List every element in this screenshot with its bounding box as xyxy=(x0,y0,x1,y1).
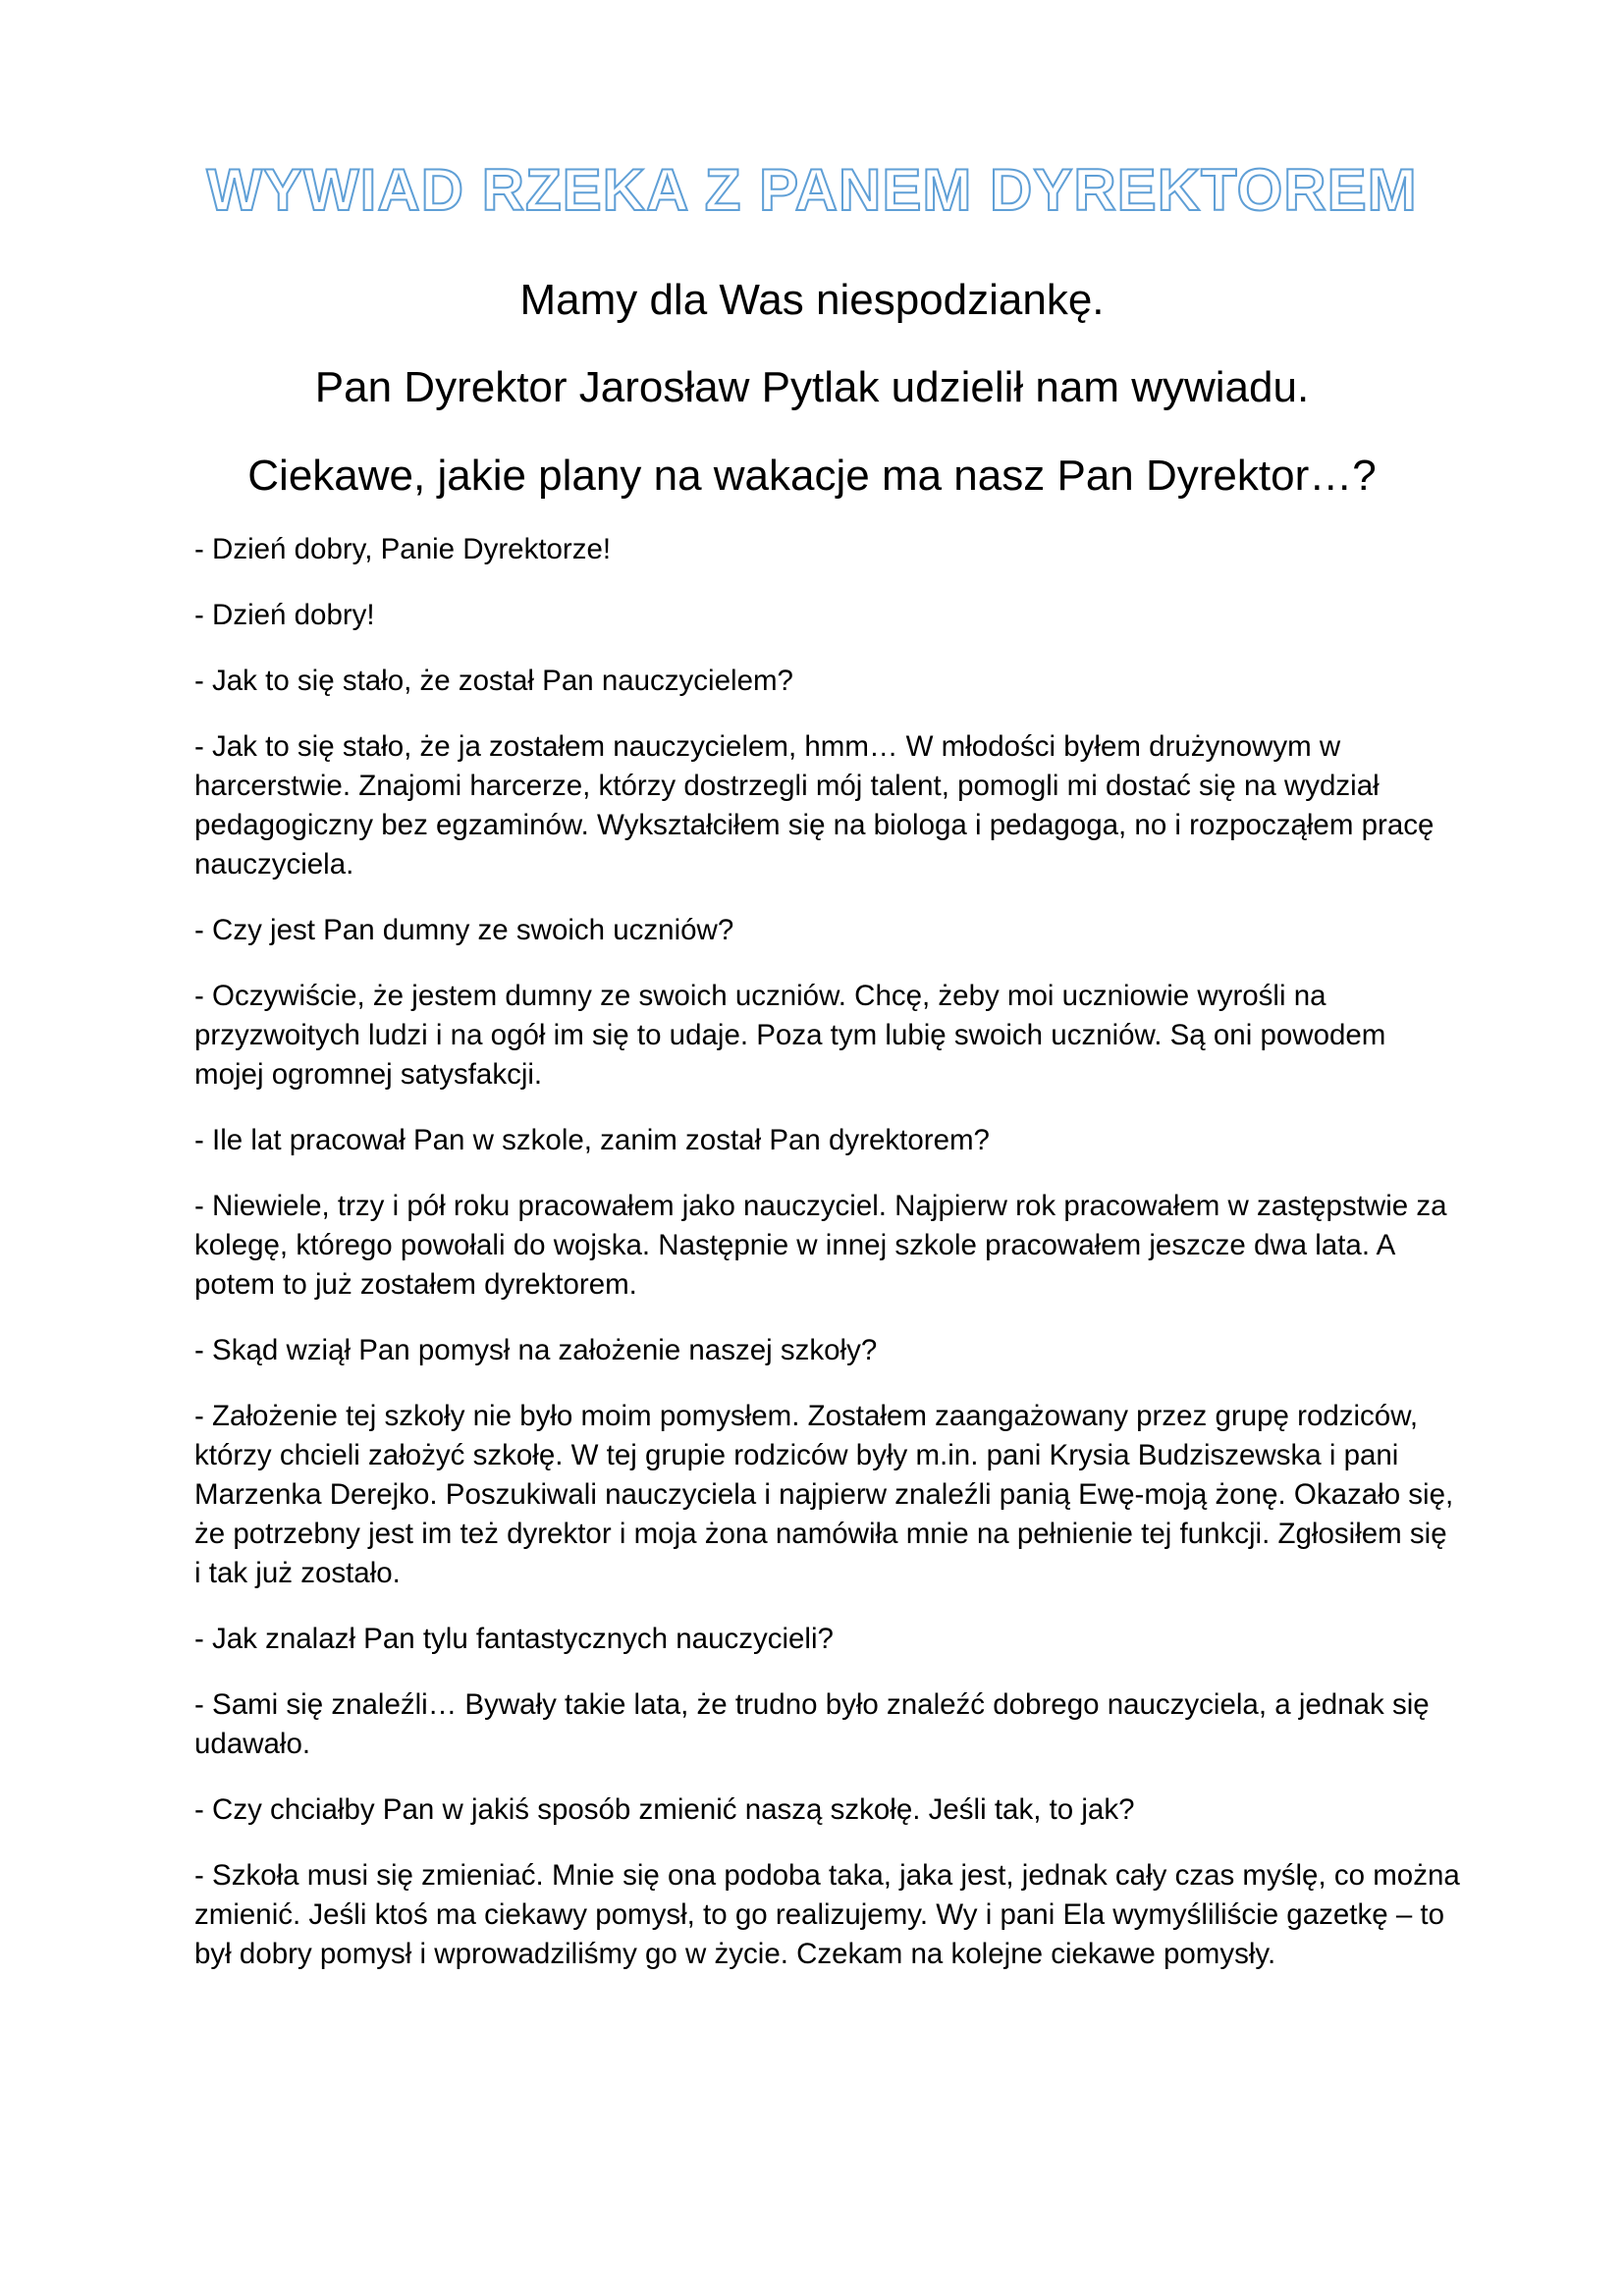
question-paragraph: - Jak znalazł Pan tylu fantastycznych nauczycieli? xyxy=(194,1623,834,1655)
answer-paragraph: - Oczywiście, że jestem dumny ze swoich uczniów. Chcę, żeby moi uczniowie wyrośli na przyzwoitych ludzi i na ogół im się to udaje. Poza tym lubię swoich uczniów. Są oni powodem mojej ogromnej satysfakcji. xyxy=(194,980,1386,1091)
question-paragraph: - Skąd wziął Pan pomysł na założenie naszej szkoły? xyxy=(194,1334,878,1366)
intro-line-1: Mamy dla Was niespodziankę. xyxy=(519,276,1105,324)
question-paragraph: - Czy chciałby Pan w jakiś sposób zmienić naszą szkołę. Jeśli tak, to jak? xyxy=(194,1793,1135,1826)
answer-paragraph: - Dzień dobry! xyxy=(194,599,375,631)
question-paragraph: - Jak to się stało, że został Pan nauczycielem? xyxy=(194,665,793,697)
question-paragraph: - Ile lat pracował Pan w szkole, zanim został Pan dyrektorem? xyxy=(194,1124,990,1156)
question-paragraph: - Czy jest Pan dumny ze swoich uczniów? xyxy=(194,914,734,946)
interview-body xyxy=(194,530,1461,2001)
intro-line-3: Ciekawe, jakie plany na wakacje ma nasz Pan Dyrektor…? xyxy=(247,452,1377,500)
intro-line-2: Pan Dyrektor Jarosław Pytlak udzielił nam wywiadu. xyxy=(314,363,1310,411)
answer-paragraph: - Założenie tej szkoły nie było moim pomysłem. Zostałem zaangażowany przez grupę rodziców, którzy chcieli założyć szkołę. W tej grupie rodziców były m.in. pani Krysia Budziszewska i pani Marzenka Derejko. Poszukiwali nauczyciela i najpierw znaleźli panią Ewę-moją żonę. Okazało się, że potrzebny jest im też dyrektor i moja żona namówiła mnie na pełnienie tej funkcji. Zgłosiłem się i tak już zostało. xyxy=(194,1400,1454,1589)
question-paragraph: - Dzień dobry, Panie Dyrektorze! xyxy=(194,533,612,565)
answer-paragraph: - Szkoła musi się zmieniać. Mnie się ona podoba taka, jaka jest, jednak cały czas myślę, co można zmienić. Jeśli ktoś ma ciekawy pomysł, to go realizujemy. Wy i pani Ela wymyśliliście gazetkę – to był dobry pomysł i wprowadziliśmy go w życie. Czekam na kolejne ciekawe pomysły. xyxy=(194,1859,1460,1970)
answer-paragraph: - Sami się znaleźli… Bywały takie lata, że trudno było znaleźć dobrego nauczyciela, a jednak się udawało. xyxy=(194,1688,1430,1760)
document-title: WYWIAD RZEKA Z PANEM DYREKTOREM xyxy=(206,157,1418,223)
answer-paragraph: - Niewiele, trzy i pół roku pracowałem jako nauczyciel. Najpierw rok pracowałem w zastępstwie za kolegę, którego powołali do wojska. Następnie w innej szkole pracowałem jeszcze dwa lata. A potem to już zostałem dyrektorem. xyxy=(194,1190,1447,1301)
answer-paragraph: - Jak to się stało, że ja zostałem nauczycielem, hmm… W młodości byłem drużynowym w harcerstwie. Znajomi harcerze, którzy dostrzegli mój talent, pomogli mi dostać się na wydział pedagogiczny bez egzaminów. Wykształciłem się na biologa i pedagoga, no i rozpocząłem pracę nauczyciela. xyxy=(194,730,1435,881)
